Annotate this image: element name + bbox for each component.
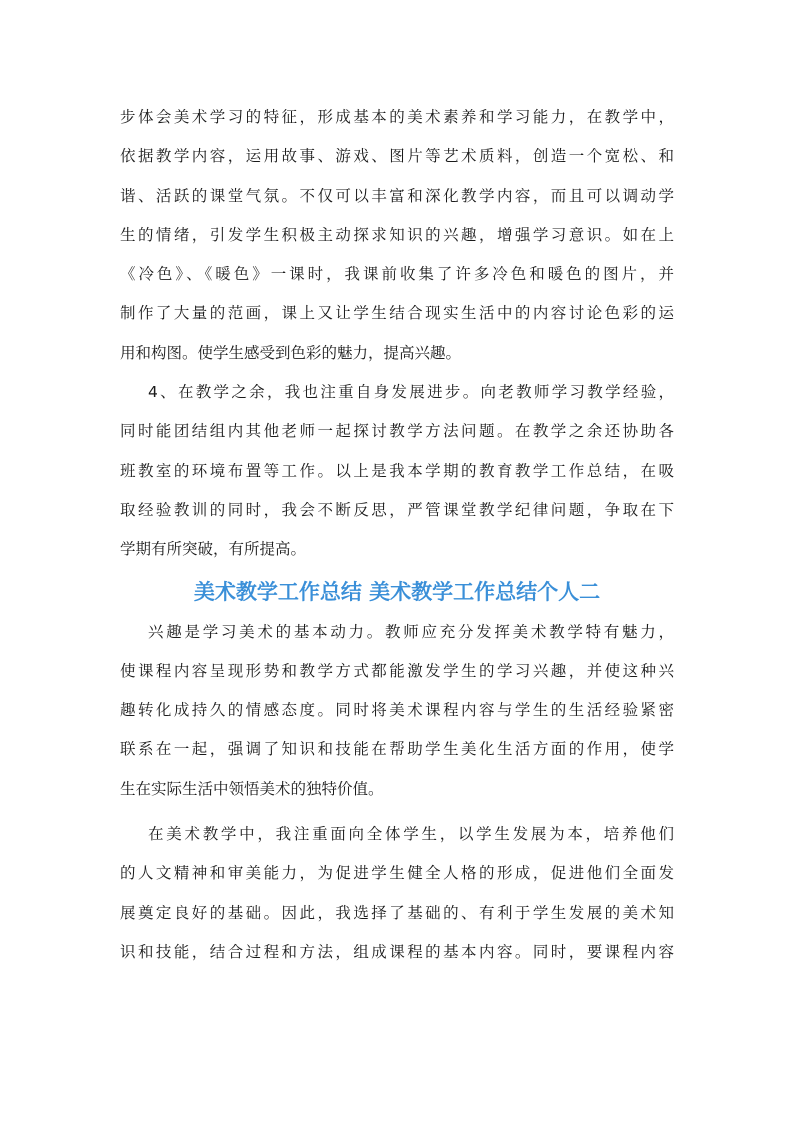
text-line: 使课程内容呈现形势和教学方式都能激发学生的学习兴趣，并使这种兴 <box>120 661 674 680</box>
document-body <box>120 98 674 972</box>
text-line: 兴趣是学习美术的基本动力。教师应充分发挥美术教学特有魅力， <box>148 622 674 641</box>
text-line: 制作了大量的范画，课上又让学生结合现实生活中的内容讨论色彩的运 <box>120 304 674 323</box>
text-line: 依据教学内容，运用故事、游戏、图片等艺术质料，创造一个宽松、和 <box>120 147 674 166</box>
text-line: 步体会美术学习的特征，形成基本的美术素养和学习能力，在教学中， <box>120 108 674 126</box>
text-line: 趣转化成持久的情感态度。同时将美术课程内容与学生的生活经验紧密 <box>120 701 674 720</box>
paragraph-item-4 <box>120 373 674 569</box>
text-line: 学期有所突破，有所提高。 <box>120 540 307 559</box>
section-heading: 美术教学工作总结 美术教学工作总结个人二 <box>193 579 601 604</box>
paragraph-teaching <box>120 815 674 972</box>
text-line: 4、在教学之余，我也注重自身发展进步。向老教师学习教学经验， <box>148 383 674 402</box>
text-line: 生的情绪，引发学生积极主动探求知识的兴趣，增强学习意识。如在上 <box>120 225 674 244</box>
text-line: 用和构图。使学生感受到色彩的魅力，提高兴趣。 <box>120 343 462 362</box>
text-line: 识和技能，结合过程和方法，组成课程的基本内容。同时，要课程内容 <box>120 942 674 961</box>
text-line: 取经验教训的同时，我会不断反思，严管课堂教学纪律问题，争取在下 <box>120 500 674 519</box>
paragraph-interest <box>120 613 674 809</box>
text-line: 谐、活跃的课堂气氛。不仅可以丰富和深化教学内容，而且可以调动学 <box>120 186 674 205</box>
text-line: 的人文精神和审美能力，为促进学生健全人格的形成，促进他们全面发 <box>120 864 674 883</box>
text-line: 生在实际生活中领悟美术的独特价值。 <box>120 779 384 798</box>
text-line: 联系在一起，强调了知识和技能在帮助学生美化生活方面的作用，使学 <box>120 740 674 759</box>
text-line: 同时能团结组内其他老师一起探讨教学方法问题。在教学之余还协助各 <box>120 422 674 441</box>
text-line: 《冷色》、《暖色》一课时，我课前收集了许多冷色和暖色的图片，并 <box>120 265 674 284</box>
text-line: 在美术教学中，我注重面向全体学生，以学生发展为本，培养他们 <box>148 825 674 844</box>
text-line: 班教室的环境布置等工作。以上是我本学期的教育教学工作总结，在吸 <box>120 461 674 480</box>
text-line: 展奠定良好的基础。因此，我选择了基础的、有利于学生发展的美术知 <box>120 903 674 922</box>
paragraph-continued <box>120 98 674 373</box>
